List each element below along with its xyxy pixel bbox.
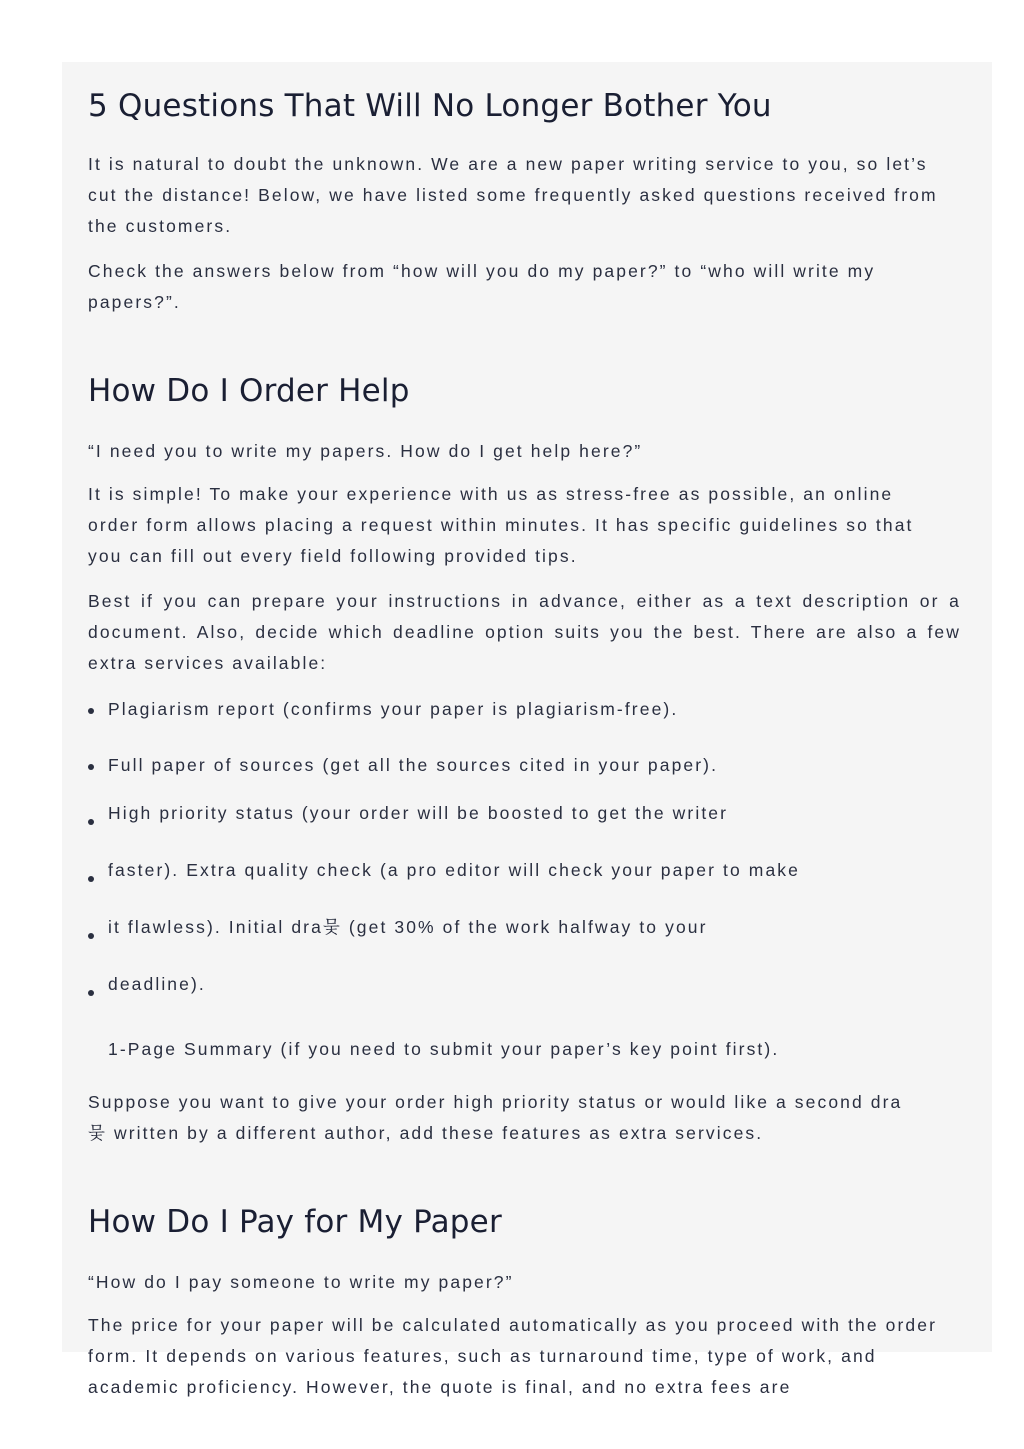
section-heading-order: How Do I Order Help xyxy=(88,373,410,409)
document-content xyxy=(88,84,964,1403)
list-item: it flawless). Initial dra뭊 (get 30% of the work halfway to your xyxy=(88,912,964,943)
pay-paragraph: The price for your paper will be calculated automatically as you proceed with the order form. It depends on various features, such as turnaround time, type of work, and academic proficiency. However, the quote is final, and no extra fees are xyxy=(88,1315,938,1397)
list-item: deadline). xyxy=(88,969,964,1000)
order-paragraph-2: Best if you can prepare your instructions in advance, either as a text description or a document. Also, decide which deadline option suits you the best. There are also a few extra services available: xyxy=(88,591,961,673)
list-item: Plagiarism report (confirms your paper is plagiarism-free). xyxy=(88,694,964,725)
intro-paragraph: It is natural to doubt the unknown. We are a new paper writing service to you, so let’s cut the distance! Below, we have listed some frequently asked questions received from the customers. xyxy=(88,154,938,236)
section-heading-pay: How Do I Pay for My Paper xyxy=(88,1204,502,1240)
pay-question: “How do I pay someone to write my paper?” xyxy=(88,1272,514,1292)
summary-service-item: 1-Page Summary (if you need to submit your paper’s key point first). xyxy=(108,1039,780,1059)
list-item: faster). Extra quality check (a pro editor will check your paper to make xyxy=(88,855,964,886)
extra-services-list xyxy=(88,694,964,1000)
list-item: High priority status (your order will be boosted to get the writer xyxy=(88,798,964,829)
order-question: “I need you to write my papers. How do I get help here?” xyxy=(88,441,643,461)
answers-paragraph: Check the answers below from “how will you do my paper?” to “who will write my papers?”. xyxy=(88,261,876,312)
order-closing-paragraph: Suppose you want to give your order high priority status or would like a second dra뭊 written by a different author, add these features as extra services. xyxy=(88,1092,903,1143)
list-item: Full paper of sources (get all the sources cited in your paper). xyxy=(88,750,964,781)
order-paragraph-1: It is simple! To make your experience with us as stress-free as possible, an online order form allows placing a request within minutes. It has specific guidelines so that you can fill out every field following provided tips. xyxy=(88,484,914,566)
section-heading-questions: 5 Questions That Will No Longer Bother You xyxy=(88,88,772,124)
